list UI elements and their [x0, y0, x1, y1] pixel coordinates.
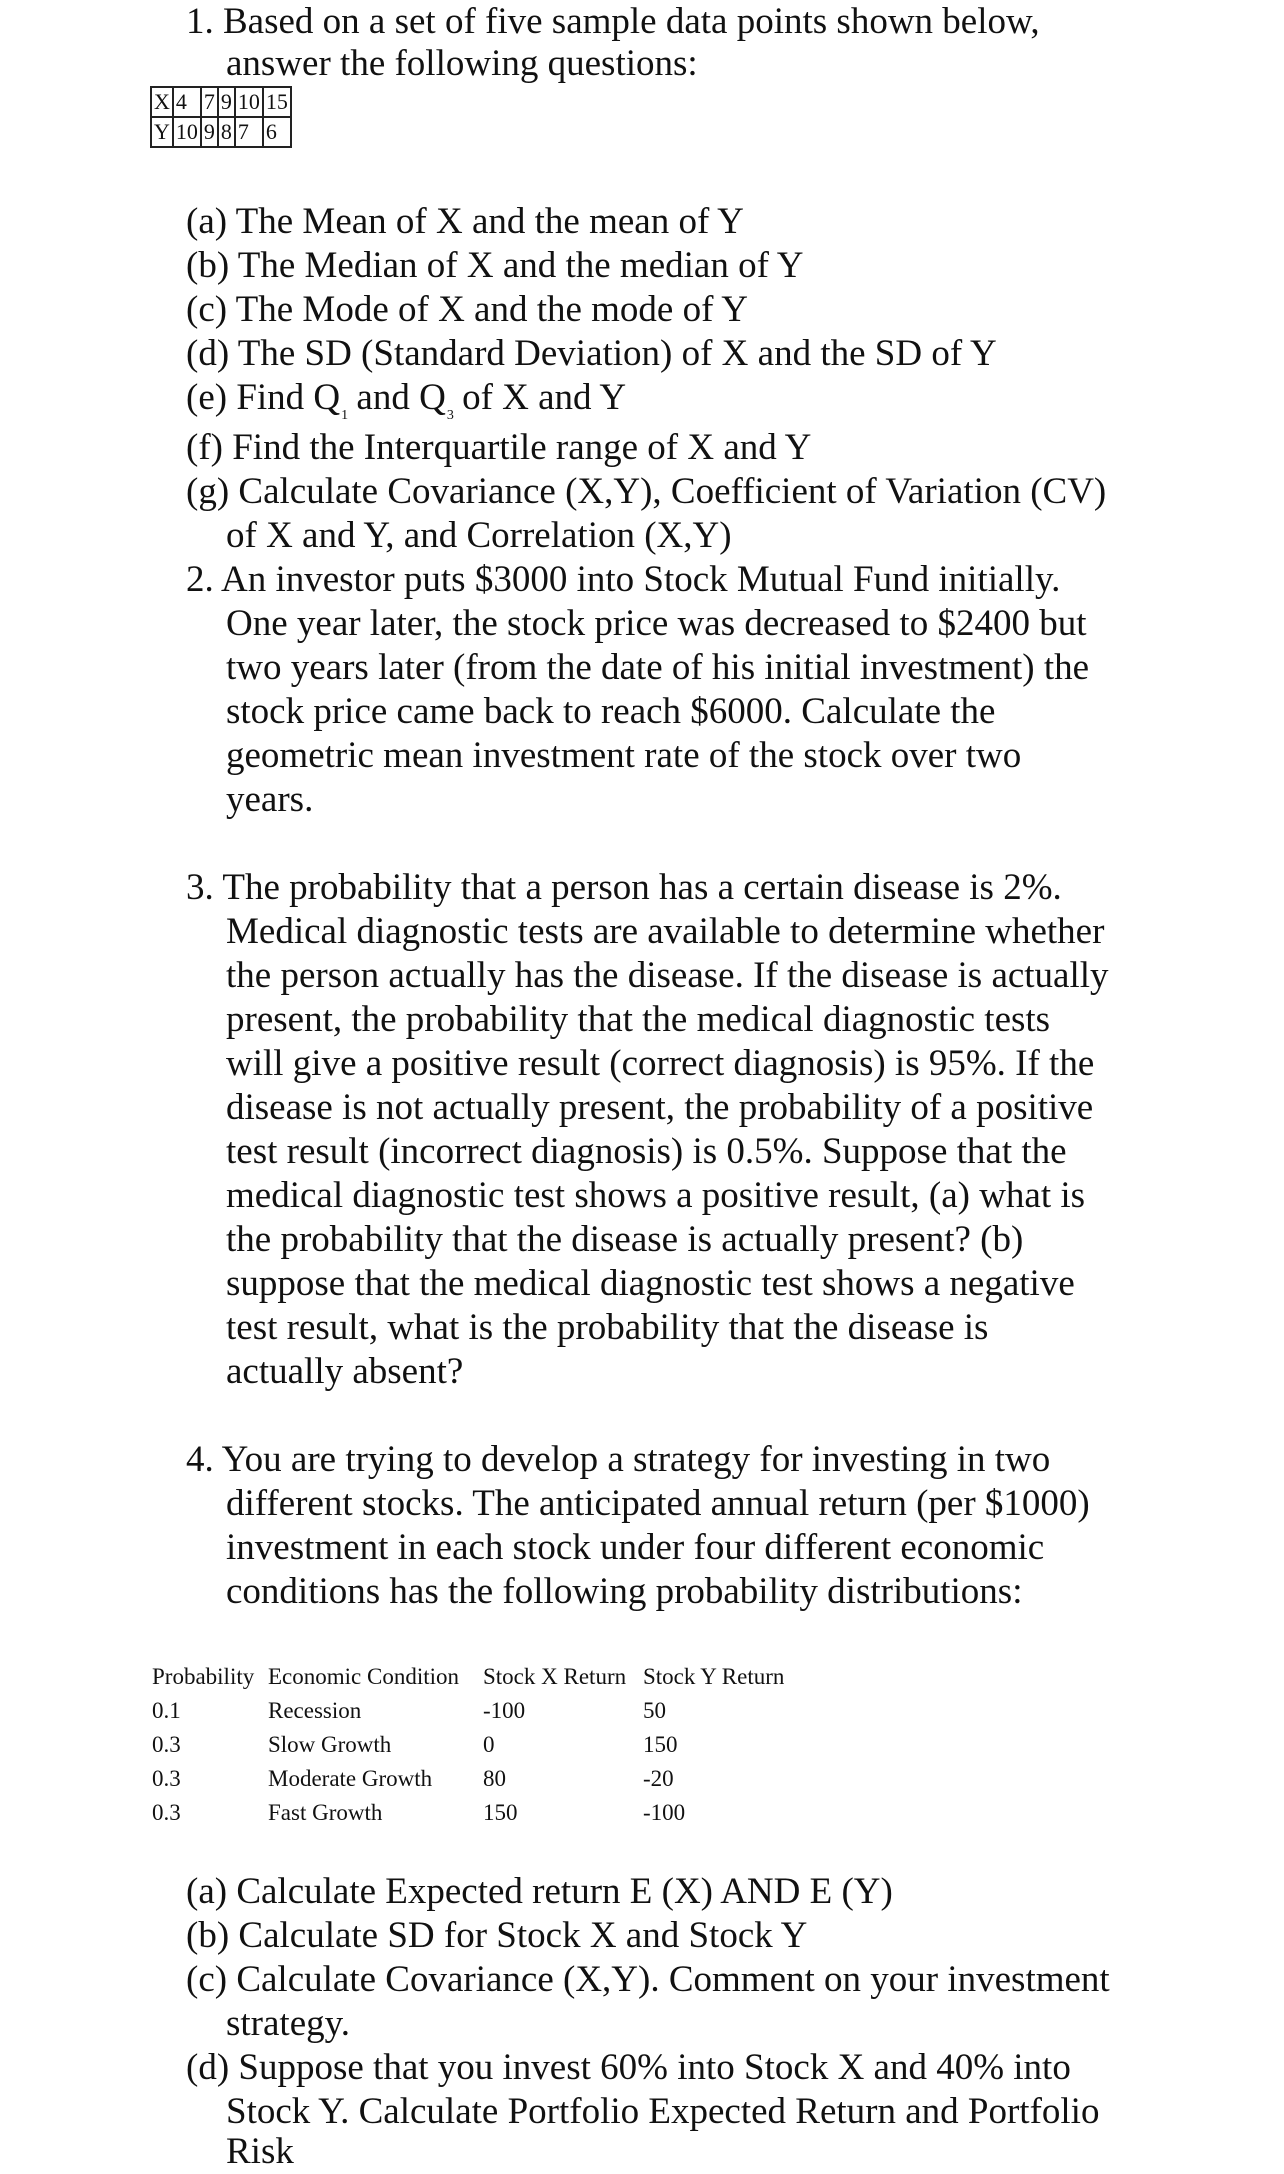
- q2-number: 2.: [186, 559, 214, 600]
- q4-part-d-line-2: Stock Y. Calculate Portfolio Expected Return and Portfolio: [226, 2091, 1100, 2132]
- q1-part-e-sub3: 3: [446, 408, 454, 423]
- q2-line-3: two years later (from the date of his initial investment) the: [226, 647, 1090, 688]
- q4-line-1: [186, 1438, 1050, 1482]
- q1-line-2: answer the following questions:: [226, 43, 698, 84]
- q1-y-cell: 9: [201, 117, 218, 147]
- q2-text-1: An investor puts $3000 into Stock Mutual Fund initially.: [220, 559, 1061, 600]
- q1-part-a: (a) The Mean of X and the mean of Y: [186, 201, 744, 242]
- table-row: [152, 1762, 803, 1796]
- q3-line-6: disease is not actually present, the probability of a positive: [226, 1087, 1094, 1128]
- q1-part-g-line-1: (g) Calculate Covariance (X,Y), Coefficient of Variation (CV): [186, 471, 1107, 512]
- q1-x-label: X: [151, 87, 173, 117]
- q3-line-11: test result, what is the probability that the disease is: [226, 1307, 989, 1348]
- q4-cell-x-return: -100: [483, 1698, 526, 1723]
- q1-part-g-line-2: of X and Y, and Correlation (X,Y): [226, 515, 732, 556]
- q1-number: 1.: [186, 1, 214, 42]
- q4-line-3: investment in each stock under four different economic: [226, 1527, 1045, 1568]
- q1-x-cell: 7: [201, 87, 218, 117]
- q1-text-1: Based on a set of five sample data points shown below,: [223, 1, 1040, 42]
- q4-cell-probability: 0.3: [152, 1732, 181, 1757]
- q4-cell-y-return: 50: [643, 1698, 666, 1723]
- q4-header-stock-x-return: Stock X Return: [483, 1664, 627, 1689]
- table-row: [152, 1728, 803, 1762]
- q1-x-cell: 10: [235, 87, 263, 117]
- q3-line-8: medical diagnostic test shows a positive result, (a) what is: [226, 1175, 1086, 1216]
- q1-part-d: (d) The SD (Standard Deviation) of X and the SD of Y: [186, 333, 997, 374]
- q3-line-7: test result (incorrect diagnosis) is 0.5%. Suppose that the: [226, 1131, 1067, 1172]
- q3-line-2: Medical diagnostic tests are available to determine whether: [226, 911, 1105, 952]
- q1-y-cell: 8: [218, 117, 235, 147]
- q4-table-header-row: [152, 1660, 803, 1694]
- q4-header-stock-y-return: Stock Y Return: [643, 1664, 785, 1689]
- q4-cell-x-return: 150: [483, 1800, 518, 1825]
- q3-number: 3.: [186, 867, 214, 908]
- q4-cell-probability: 0.3: [152, 1800, 181, 1825]
- q1-data-table: [150, 86, 292, 148]
- q1-x-cell: 4: [173, 87, 201, 117]
- q1-part-e-post: of X and Y: [452, 377, 627, 418]
- q1-part-e-pre: (e) Find Q: [186, 377, 341, 418]
- q4-line-4: conditions has the following probability distributions:: [226, 1571, 1023, 1612]
- q4-part-c-line-1: (c) Calculate Covariance (X,Y). Comment on your investment: [186, 1959, 1110, 2000]
- q4-line-2: different stocks. The anticipated annual return (per $1000): [226, 1483, 1090, 1524]
- q3-text-1: The probability that a person has a certain disease is 2%.: [222, 867, 1062, 908]
- q3-line-10: suppose that the medical diagnostic test shows a negative: [226, 1263, 1075, 1304]
- q4-cell-condition: Fast Growth: [268, 1800, 383, 1825]
- q2-line-5: geometric mean investment rate of the stock over two: [226, 735, 1022, 776]
- q4-number: 4.: [186, 1439, 214, 1480]
- q3-line-3: the person actually has the disease. If the disease is actually: [226, 955, 1109, 996]
- q4-cell-y-return: -20: [643, 1766, 674, 1791]
- q1-y-cell: 6: [263, 117, 291, 147]
- q4-cell-x-return: 80: [483, 1766, 506, 1791]
- q4-probability-table: [152, 1660, 803, 1830]
- q1-part-f: (f) Find the Interquartile range of X and Y: [186, 427, 812, 468]
- table-row: [152, 1796, 803, 1830]
- q4-cell-probability: 0.1: [152, 1698, 181, 1723]
- q4-cell-condition: Recession: [268, 1698, 362, 1723]
- q1-x-cell: 15: [263, 87, 291, 117]
- q3-line-5: will give a positive result (correct diagnosis) is 95%. If the: [226, 1043, 1095, 1084]
- q4-part-a: (a) Calculate Expected return E (X) AND E (Y): [186, 1871, 893, 1912]
- q1-y-label: Y: [151, 117, 173, 147]
- q2-line-4: stock price came back to reach $6000. Calculate the: [226, 691, 996, 732]
- q4-cell-x-return: 0: [483, 1732, 495, 1757]
- q1-part-e-sub1: 1: [341, 408, 349, 423]
- q1-part-e: [186, 376, 626, 428]
- q4-cell-probability: 0.3: [152, 1766, 181, 1791]
- q1-part-e-mid: and Q: [347, 377, 446, 418]
- q1-part-b: (b) The Median of X and the median of Y: [186, 245, 804, 286]
- q1-y-cell: 7: [235, 117, 263, 147]
- q4-cell-y-return: 150: [643, 1732, 678, 1757]
- q4-part-b: (b) Calculate SD for Stock X and Stock Y: [186, 1915, 808, 1956]
- q3-line-4: present, the probability that the medical diagnostic tests: [226, 999, 1051, 1040]
- q4-cell-condition: Moderate Growth: [268, 1766, 433, 1791]
- q1-line-1: [186, 0, 1040, 44]
- table-row: [152, 1694, 803, 1728]
- q4-cell-condition: Slow Growth: [268, 1732, 392, 1757]
- q2-line-2: One year later, the stock price was decreased to $2400 but: [226, 603, 1087, 644]
- q3-line-1: [186, 866, 1062, 910]
- q1-y-cell: 10: [173, 117, 201, 147]
- q1-x-cell: 9: [218, 87, 235, 117]
- q4-cell-y-return: -100: [643, 1800, 686, 1825]
- q2-line-6: years.: [226, 779, 314, 820]
- q3-line-12: actually absent?: [226, 1351, 464, 1392]
- q4-header-economic-condition: Economic Condition: [268, 1664, 460, 1689]
- q4-header-probability: Probability: [152, 1664, 255, 1689]
- q4-part-d-line-3: Risk: [226, 2131, 294, 2172]
- q4-part-d-line-1: (d) Suppose that you invest 60% into Stock X and 40% into: [186, 2047, 1071, 2088]
- q1-x-row: [151, 87, 291, 117]
- q3-line-9: the probability that the disease is actually present? (b): [226, 1219, 1024, 1260]
- q4-text-1: You are trying to develop a strategy for investing in two: [221, 1439, 1051, 1480]
- q2-line-1: [186, 558, 1060, 602]
- q1-y-row: [151, 117, 291, 147]
- q1-part-c: (c) The Mode of X and the mode of Y: [186, 289, 749, 330]
- q4-part-c-line-2: strategy.: [226, 2003, 350, 2044]
